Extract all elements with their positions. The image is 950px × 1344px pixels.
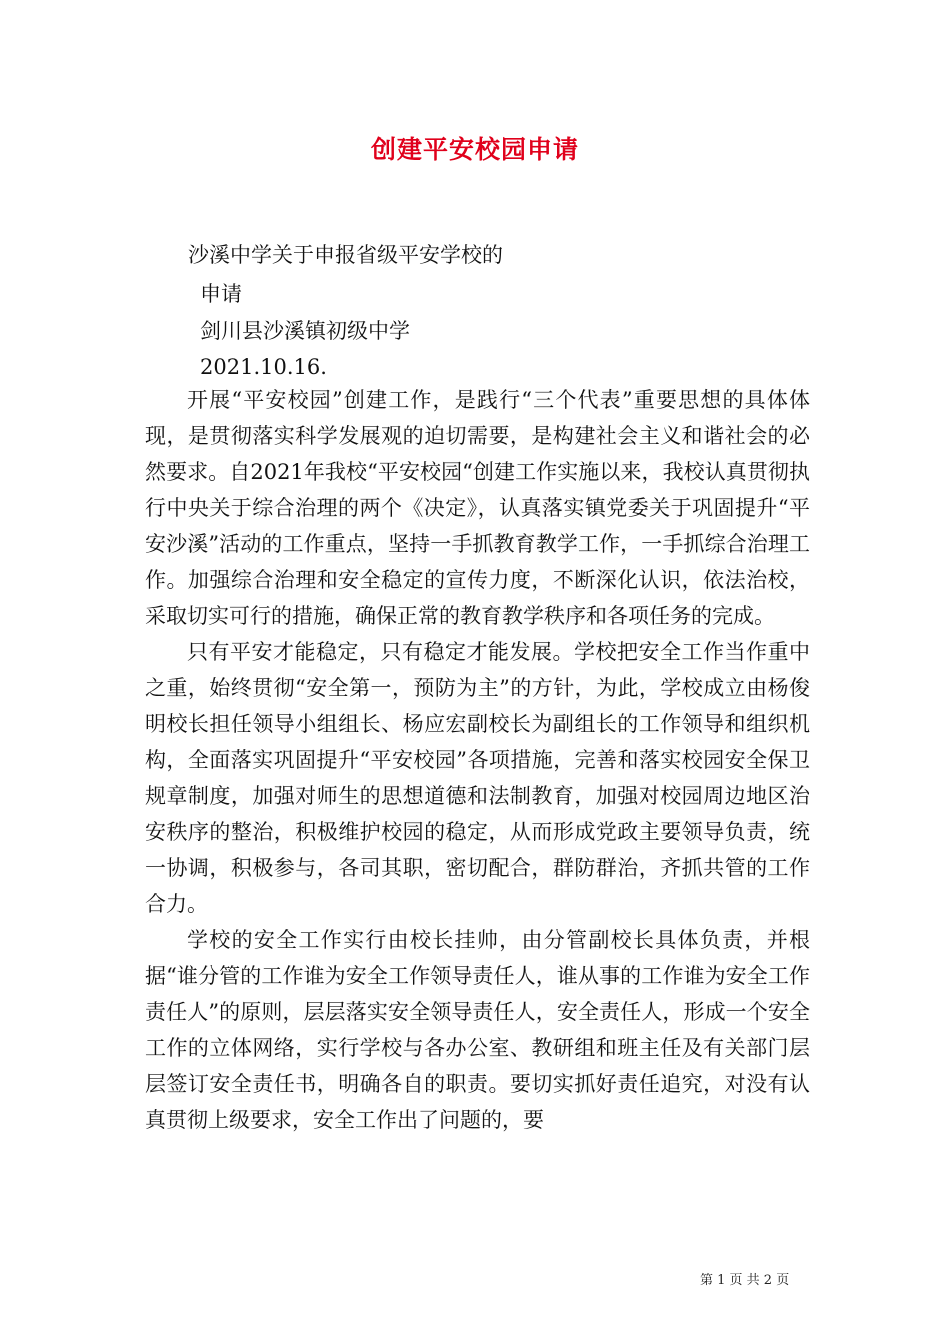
page-footer: 第 1 页 共 2 页 bbox=[700, 1273, 790, 1288]
body-text bbox=[145, 382, 810, 1138]
paragraph-1: 开展“平安校园”创建工作，是践行“三个代表”重要思想的具体体现，是贯彻落实科学发展观的迫切需要，是构建社会主义和谐社会的必然要求。自2021年我校“平安校园“创建工作实施以来，我校认真贯彻执行中央关于综合治理的两个《决定》，认真落实镇党委关于巩固提升“平安沙溪”活动的工作重点，坚持一手抓教育教学工作，一手抓综合治理工作。加强综合治理和安全稳定的宣传力度，不断深化认识，依法治校，采取切实可行的措施，确保正常的教育教学秩序和各项任务的完成。 bbox=[145, 388, 810, 628]
heading-line-author: 剑川县沙溪镇初级中学 bbox=[200, 319, 410, 343]
heading-line-school: 沙溪中学关于申报省级平安学校的 bbox=[188, 243, 503, 267]
document-title: 创建平安校园申请 bbox=[370, 135, 579, 164]
heading-line-request: 申请 bbox=[200, 282, 242, 306]
paragraph-2: 只有平安才能稳定，只有稳定才能发展。学校把安全工作当作重中之重，始终贯彻“安全第一，预防为主”的方针，为此，学校成立由杨俊明校长担任领导小组组长、杨应宏副校长为副组长的工作领导和组织机构，全面落实巩固提升“平安校园”各项措施，完善和落实校园安全保卫规章制度，加强对师生的思想道德和法制教育，加强对校园周边地区治安秩序的整治，积极维护校园的稳定，从而形成党政主要领导负责，统一协调，积极参与，各司其职，密切配合，群防群治，齐抓共管的工作合力。 bbox=[145, 640, 810, 916]
heading-line-date: 2021.10.16. bbox=[200, 355, 327, 379]
paragraph-3: 学校的安全工作实行由校长挂帅，由分管副校长具体负责，并根据“谁分管的工作谁为安全工作领导责任人，谁从事的工作谁为安全工作责任人”的原则，层层落实安全领导责任人，安全责任人，形成一个安全工作的立体网络，实行学校与各办公室、教研组和班主任及有关部门层层签订安全责任书，明确各自的职责。要切实抓好责任追究，对没有认真贯彻上级要求，安全工作出了问题的，要 bbox=[145, 928, 810, 1132]
